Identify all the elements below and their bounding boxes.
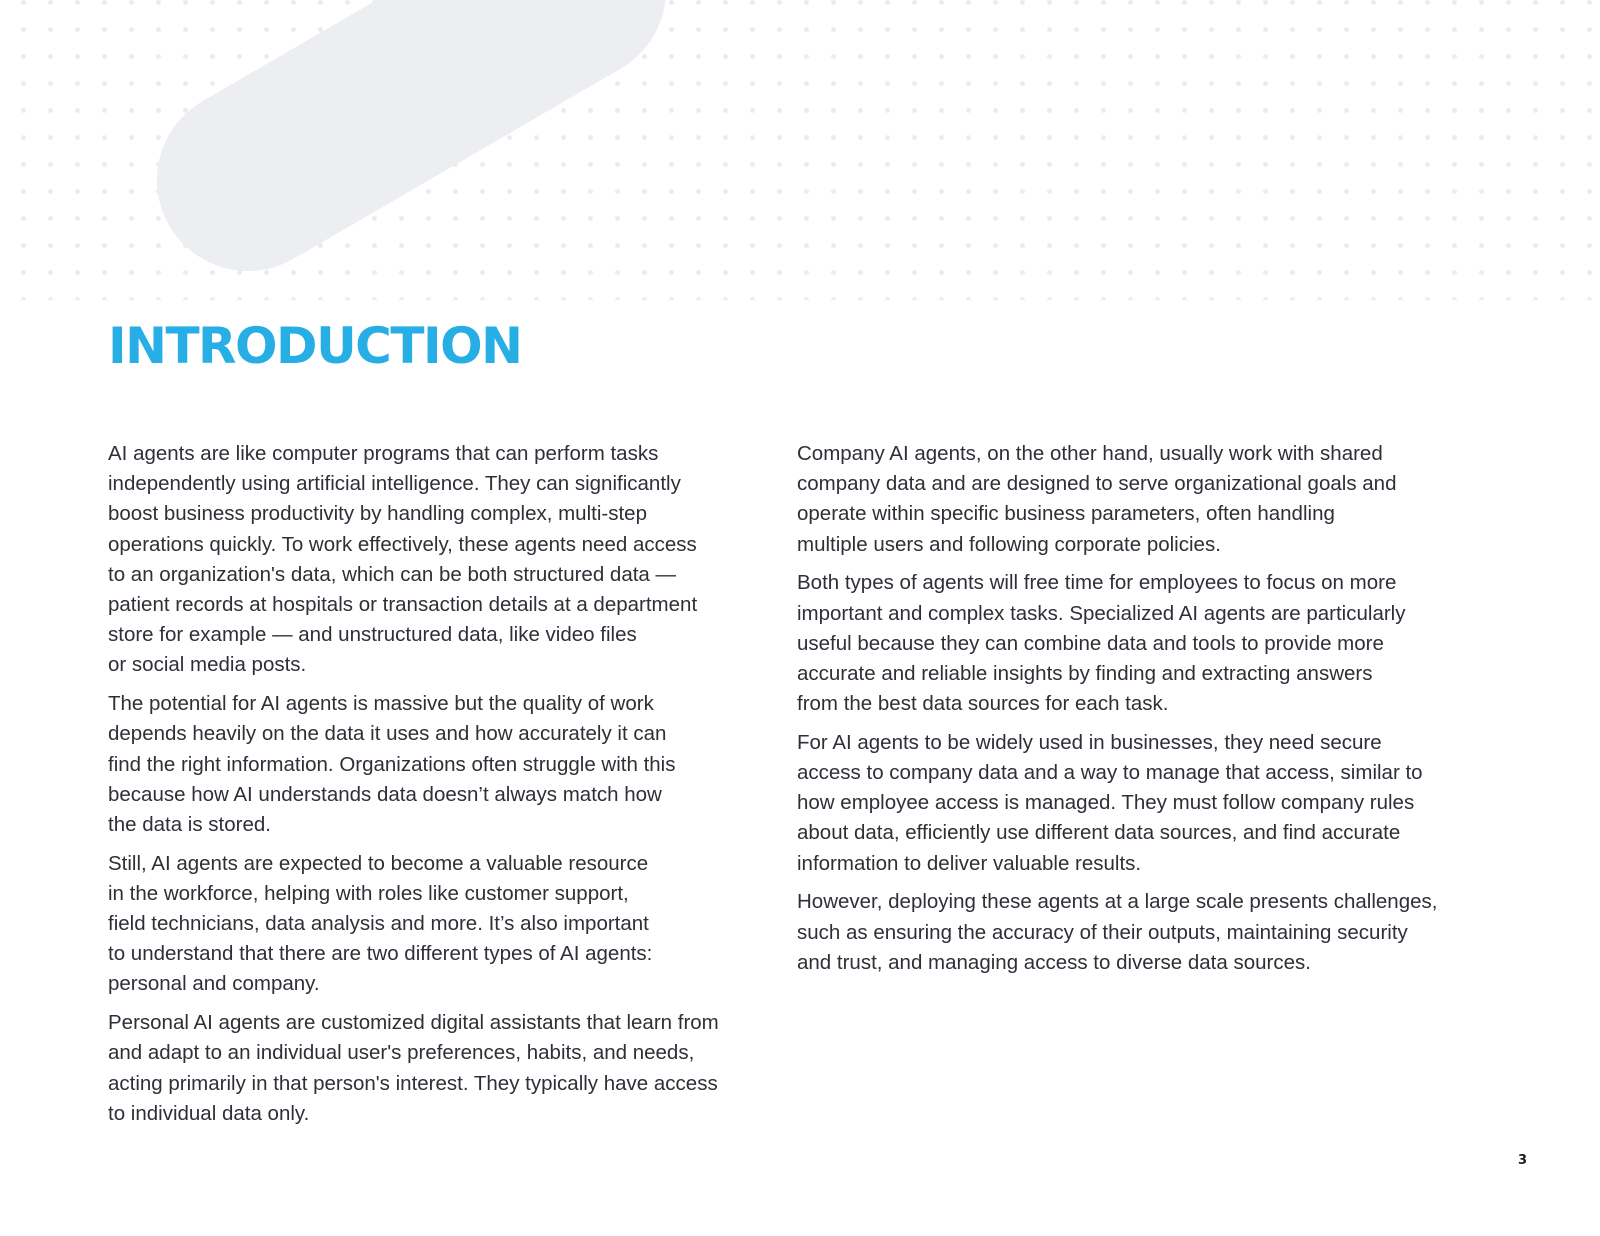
left-column <box>108 439 768 1137</box>
paragraph-ai-agents-definition: AI agents are like computer programs that can perform tasks independently using artificial intelligence. They can significantly boost business productivity by handling complex, multi-step operations quickly. To work effectively, these agents need access to an organization's data, which can be both structured data — patient records at hospitals or transaction details at a department store for example — and unstructured data, like video files or social media posts. <box>108 442 698 677</box>
paragraph-both-types: Both types of agents will free time for employees to focus on more important and complex tasks. Specialized AI agents are particularly useful because they can combine data and tools to provide more accurate and reliable insights by finding and extracting answers from the best data sources for each task. <box>797 571 1406 716</box>
page-title: INTRODUCTION <box>108 317 522 375</box>
paragraph-ai-potential: The potential for AI agents is massive but the quality of work depends heavily on the data it uses and how accurately it can find the right information. Organizations often struggle with this because how AI understands data doesn’t always match how the data is stored. <box>108 692 676 836</box>
paragraph-deployment-challenges: However, deploying these agents at a large scale presents challenges, such as ensuring the accuracy of their outputs, maintaining security and trust, and managing access to diverse data sources. <box>797 890 1438 974</box>
paragraph-company-agents: Company AI agents, on the other hand, usually work with shared company data and are designed to serve organizational goals and operate within specific business parameters, often handling multiple users and following corporate policies. <box>797 442 1397 556</box>
right-column <box>797 439 1487 986</box>
paragraph-personal-agents: Personal AI agents are customized digital assistants that learn from and adapt to an individual user's preferences, habits, and needs, acting primarily in that person's interest. They typically have access to individual data only. <box>108 1011 719 1125</box>
swoosh-decoration <box>0 0 1600 300</box>
paragraph-secure-access: For AI agents to be widely used in businesses, they need secure access to company data and a way to manage that access, similar to how employee access is managed. They must follow company rules about data, efficiently use different data sources, and find accurate information to deliver valuable results. <box>797 730 1423 875</box>
page-number: 3 <box>1517 1153 1527 1168</box>
paragraph-ai-workforce: Still, AI agents are expected to become a valuable resource in the workforce, helping with roles like customer support, field technicians, data analysis and more. It’s also important to understand that there are two different types of AI agents: personal and company. <box>108 851 653 996</box>
